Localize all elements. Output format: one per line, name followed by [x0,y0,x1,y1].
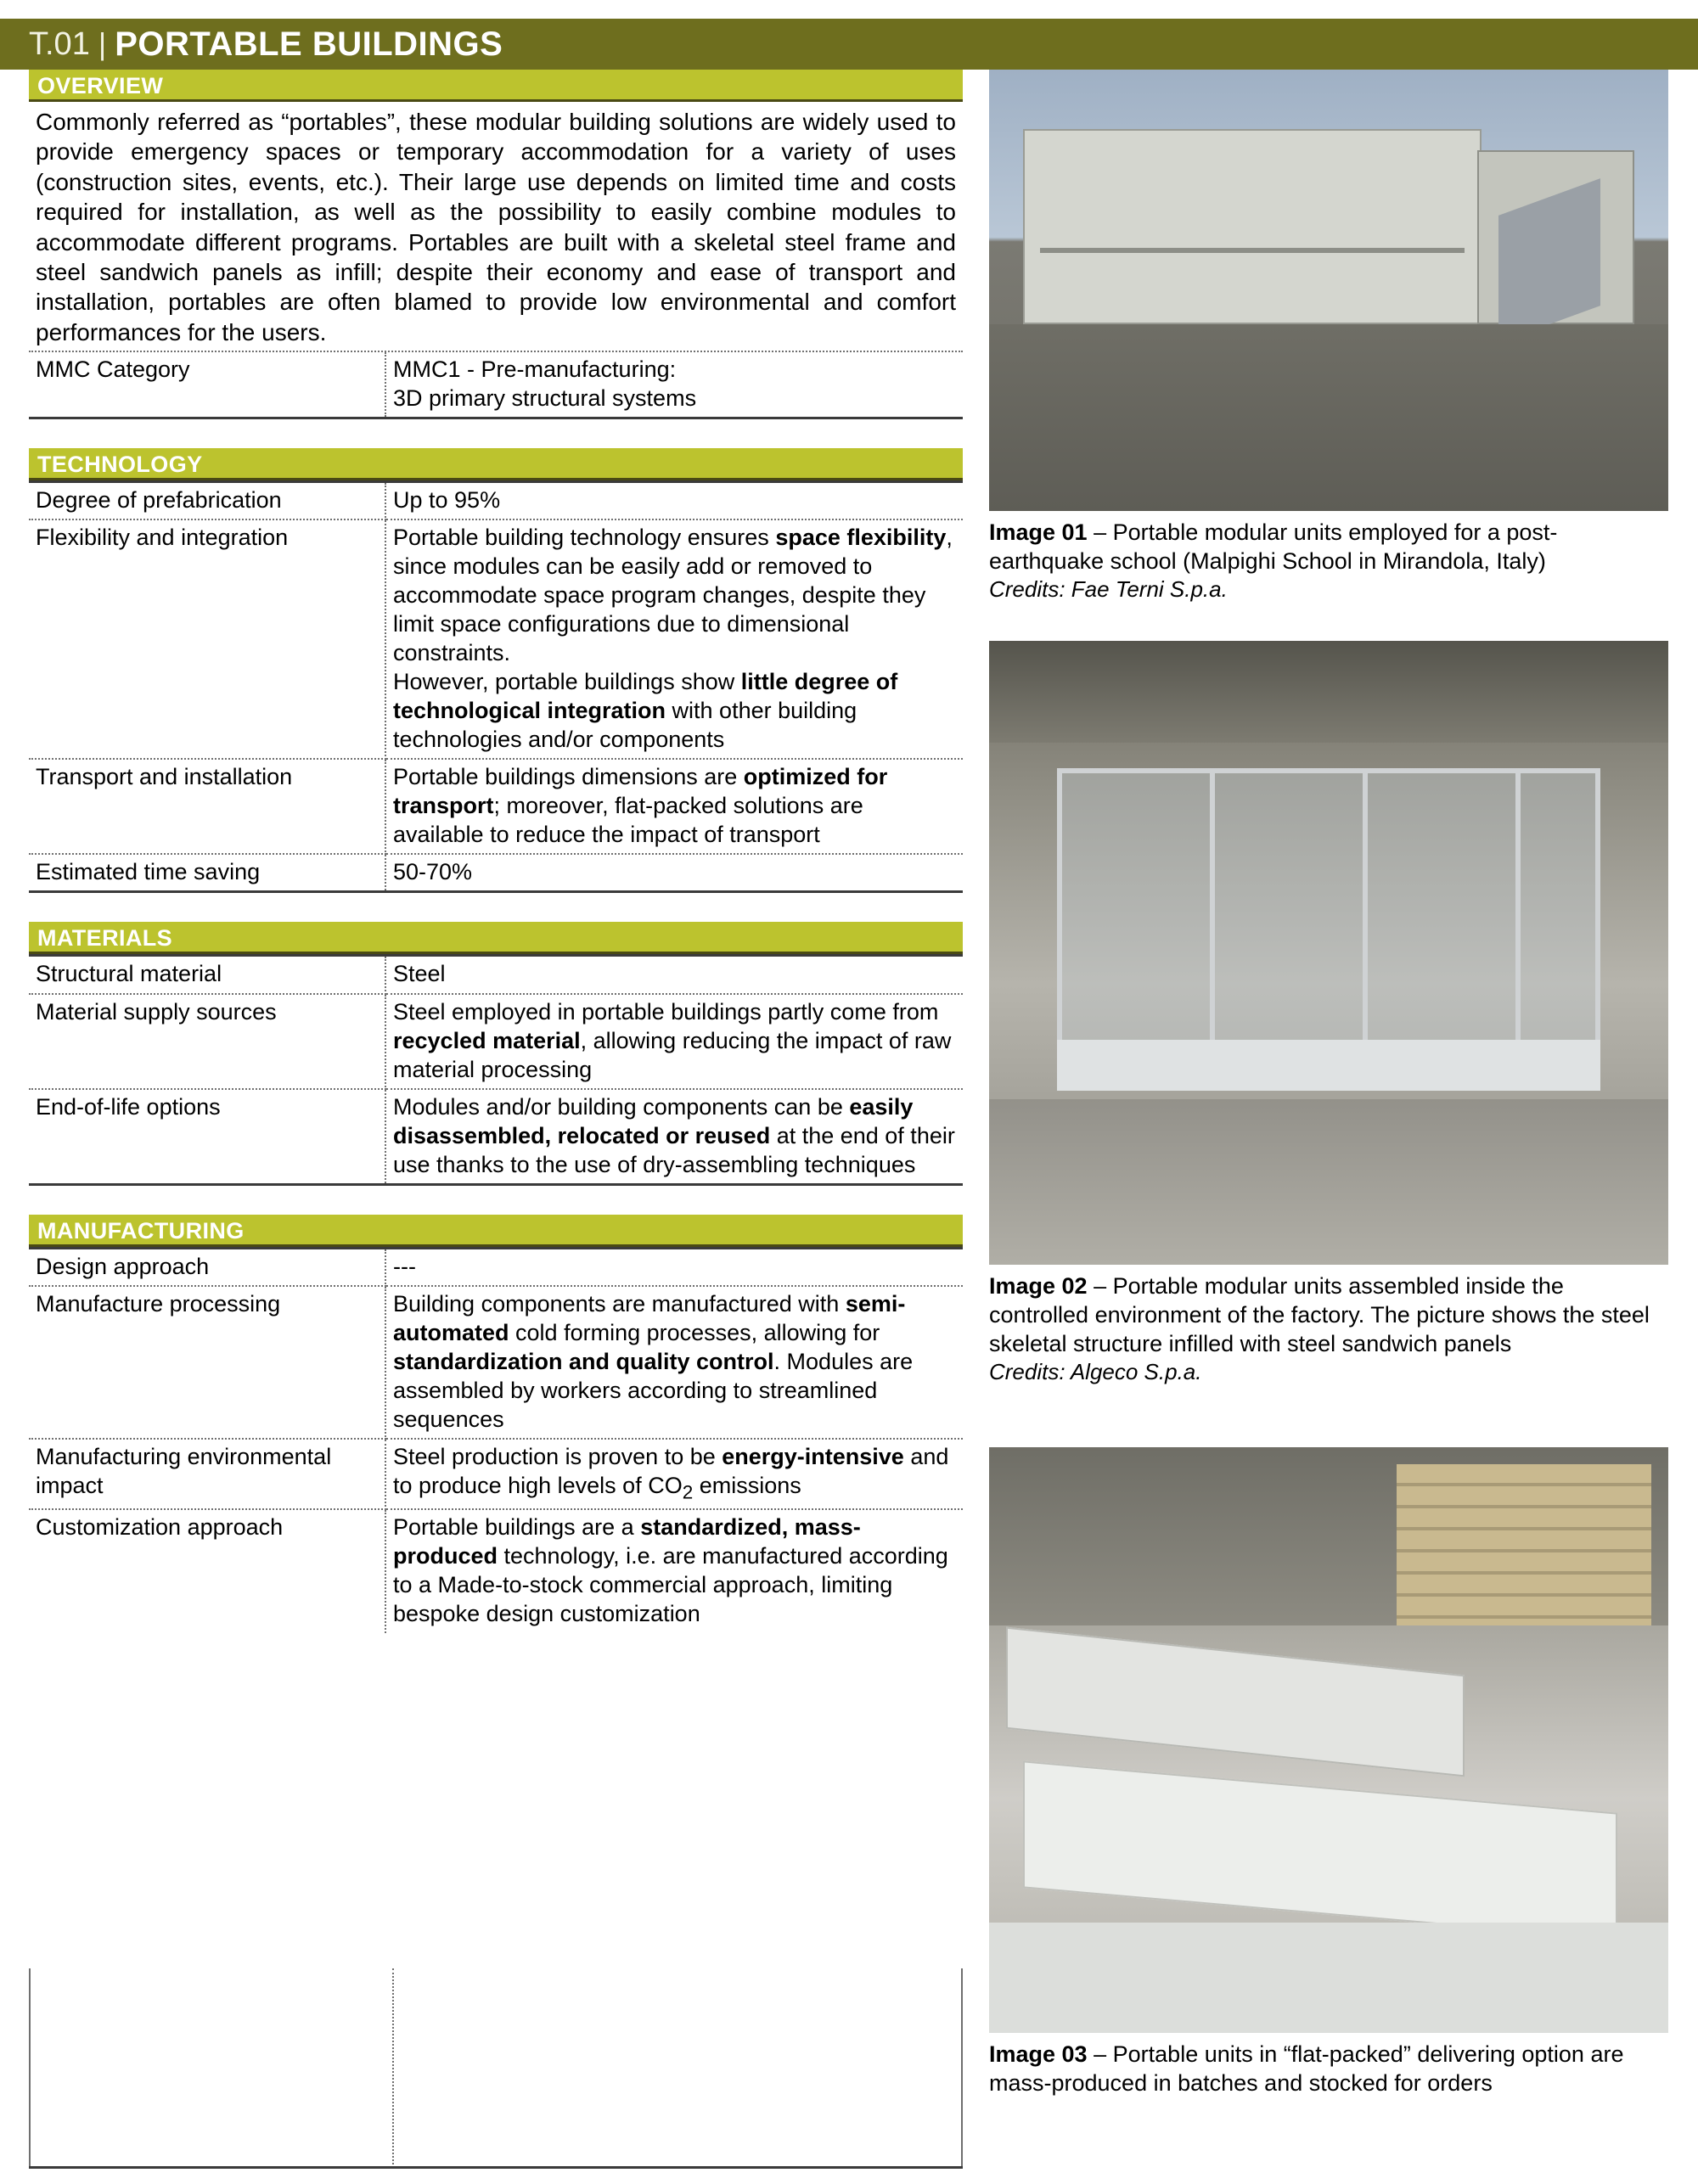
overview-table [29,352,963,419]
technology-table [29,480,963,893]
section-spacer-2 [29,893,963,922]
row-key: Structural material [29,956,385,994]
figure-dash-02: – [1094,1272,1107,1299]
photo2-frame-post-1 [1210,768,1215,1074]
row-key: Design approach [29,1248,385,1286]
section-header-materials: MATERIALS [29,922,963,954]
section-spacer-3 [29,1186,963,1215]
row-value: Up to 95% [385,482,963,520]
row-key: End-of-life options [29,1089,385,1185]
photo1-building-mass [1023,129,1482,324]
row-value: Modules and/or building components can be easily disassembled, relocated or reused at the end of their use thanks to the use of dry-assembling techniques [385,1089,963,1185]
photo2-factory-floor [989,1099,1668,1265]
table-row [29,1439,963,1510]
row-key: Estimated time saving [29,854,385,892]
table-row [29,482,963,520]
table-frame-right-edge [961,1968,963,2168]
section-header-technology: TECHNOLOGY [29,448,963,480]
figure-spacer-2 [989,1386,1668,1447]
figure-credits-01: Credits: Fae Terni S.p.a. [989,576,1228,603]
photo3-flat-panel-2 [1023,1760,1617,1940]
document-code: T.01 [29,25,90,62]
section-spacer-1 [29,419,963,448]
table-row [29,352,963,418]
table-row [29,519,963,759]
photo1-ground [989,324,1668,511]
row-key: Customization approach [29,1509,385,1632]
table-frame-mid-divider [392,1968,394,2168]
table-row [29,1286,963,1439]
figure-image-03 [989,1447,1668,2097]
row-key: Manufacturing environmental impact [29,1439,385,1510]
photo3-stacked-stock [1397,1464,1651,1625]
row-key: Flexibility and integration [29,519,385,759]
figure-text-03: Portable units in “flat-packed” delivering option are mass-produced in batches and stocked for orders [989,2041,1624,2096]
figure-text-02: Portable modular units assembled inside the controlled environment of the factory. The picture shows the steel skeletal structure infilled with steel sandwich panels [989,1272,1650,1356]
page-body [0,70,1698,2184]
figure-dash-01: – [1094,519,1107,545]
row-key: MMC Category [29,352,385,418]
figure-text-01: Portable modular units employed for a post-earthquake school (Malpighi School in Mirandola, Italy) [989,519,1558,575]
row-value: Steel [385,956,963,994]
photo2-frame-post-3 [1515,768,1521,1074]
right-column [989,70,1668,2097]
table-row [29,1089,963,1185]
row-key: Degree of prefabrication [29,482,385,520]
section-header-overview: OVERVIEW [29,70,963,102]
row-value: Portable buildings dimensions are optimized for transport; moreover, flat-packed solutions are available to reduce the impact of transport [385,759,963,854]
figure-caption-03 [989,2033,1668,2097]
row-value: Portable building technology ensures space flexibility, since modules can be easily add or removed to accommodate space program changes, despite they limit space configurations due to dimensional constraints. However, portable buildings show little degree of technological integration with other building technologies and/or components [385,519,963,759]
figure-credits-02: Credits: Algeco S.p.a. [989,1358,1202,1384]
table-frame-bottom-rule [29,2166,963,2169]
photo-portable-modular-school-building [989,70,1668,511]
figure-label-01: Image 01 [989,519,1088,545]
overview-paragraph: Commonly referred as “portables”, these modular building solutions are widely used to provide emergency spaces or temporary accommodation for a variety of uses (construction sites, events, etc.). Their large use depends on limited time and costs required for installation, as well as the possibility to easily combine modules to accommodate different programs. Portables are built with a skeletal steel frame and steel sandwich panels as infill; despite their economy and ease of transport and installation, portables are often blamed to provide low environmental and comfort performances for the users. [29,102,963,352]
figure-image-02 [989,641,1668,1386]
row-value: Steel production is proven to be energy-intensive and to produce high levels of $CO_2$ emissions [385,1439,963,1510]
row-key: Material supply sources [29,994,385,1089]
row-value: Steel employed in portable buildings partly come from recycled material, allowing reducing the impact of raw material processing [385,994,963,1089]
materials-table [29,954,963,1185]
figure-label-03: Image 03 [989,2041,1088,2067]
table-row [29,956,963,994]
page-title: PORTABLE BUILDINGS [115,25,503,63]
figure-label-02: Image 02 [989,1272,1088,1299]
photo2-frame-post-2 [1363,768,1368,1074]
table-row [29,854,963,892]
row-key: Transport and installation [29,759,385,854]
section-header-manufacturing: MANUFACTURING [29,1215,963,1247]
figure-dash-03: – [1094,2041,1107,2067]
photo2-base-panel [1057,1040,1600,1091]
photo3-flat-panel-1 [1006,1626,1465,1777]
document-title-bar [0,19,1698,70]
row-value: --- [385,1248,963,1286]
figure-image-01 [989,70,1668,604]
table-row [29,1248,963,1286]
figure-caption-01 [989,511,1668,604]
manufacturing-table [29,1247,963,1633]
table-row [29,759,963,854]
row-value: Portable buildings are a standardized, mass-produced technology, i.e. are manufactured according to a Made-to-stock commercial approach, limiting bespoke design customization [393,1514,948,1627]
row-value: 50-70% [385,854,963,892]
photo1-facade-line [1040,248,1465,253]
table-row [29,1509,963,1632]
figure-spacer-1 [989,604,1668,641]
figure-caption-02 [989,1265,1668,1386]
title-separator: | [98,26,107,61]
photo3-floor [989,1923,1668,2033]
photo-module-assembly-in-factory [989,641,1668,1265]
table-row [29,994,963,1089]
photo2-roof-structure [989,641,1668,743]
photo-flat-packed-units-warehouse [989,1447,1668,2033]
row-key: Manufacture processing [29,1286,385,1439]
left-column [29,70,963,1633]
row-value: MMC1 - Pre-manufacturing: 3D primary structural systems [385,352,963,418]
row-value: Building components are manufactured with semi-automated cold forming processes, allowing for standardization and quality control. Modules are assembled by workers according to streamlined sequences [385,1286,963,1439]
table-frame-left-edge [29,1968,31,2168]
